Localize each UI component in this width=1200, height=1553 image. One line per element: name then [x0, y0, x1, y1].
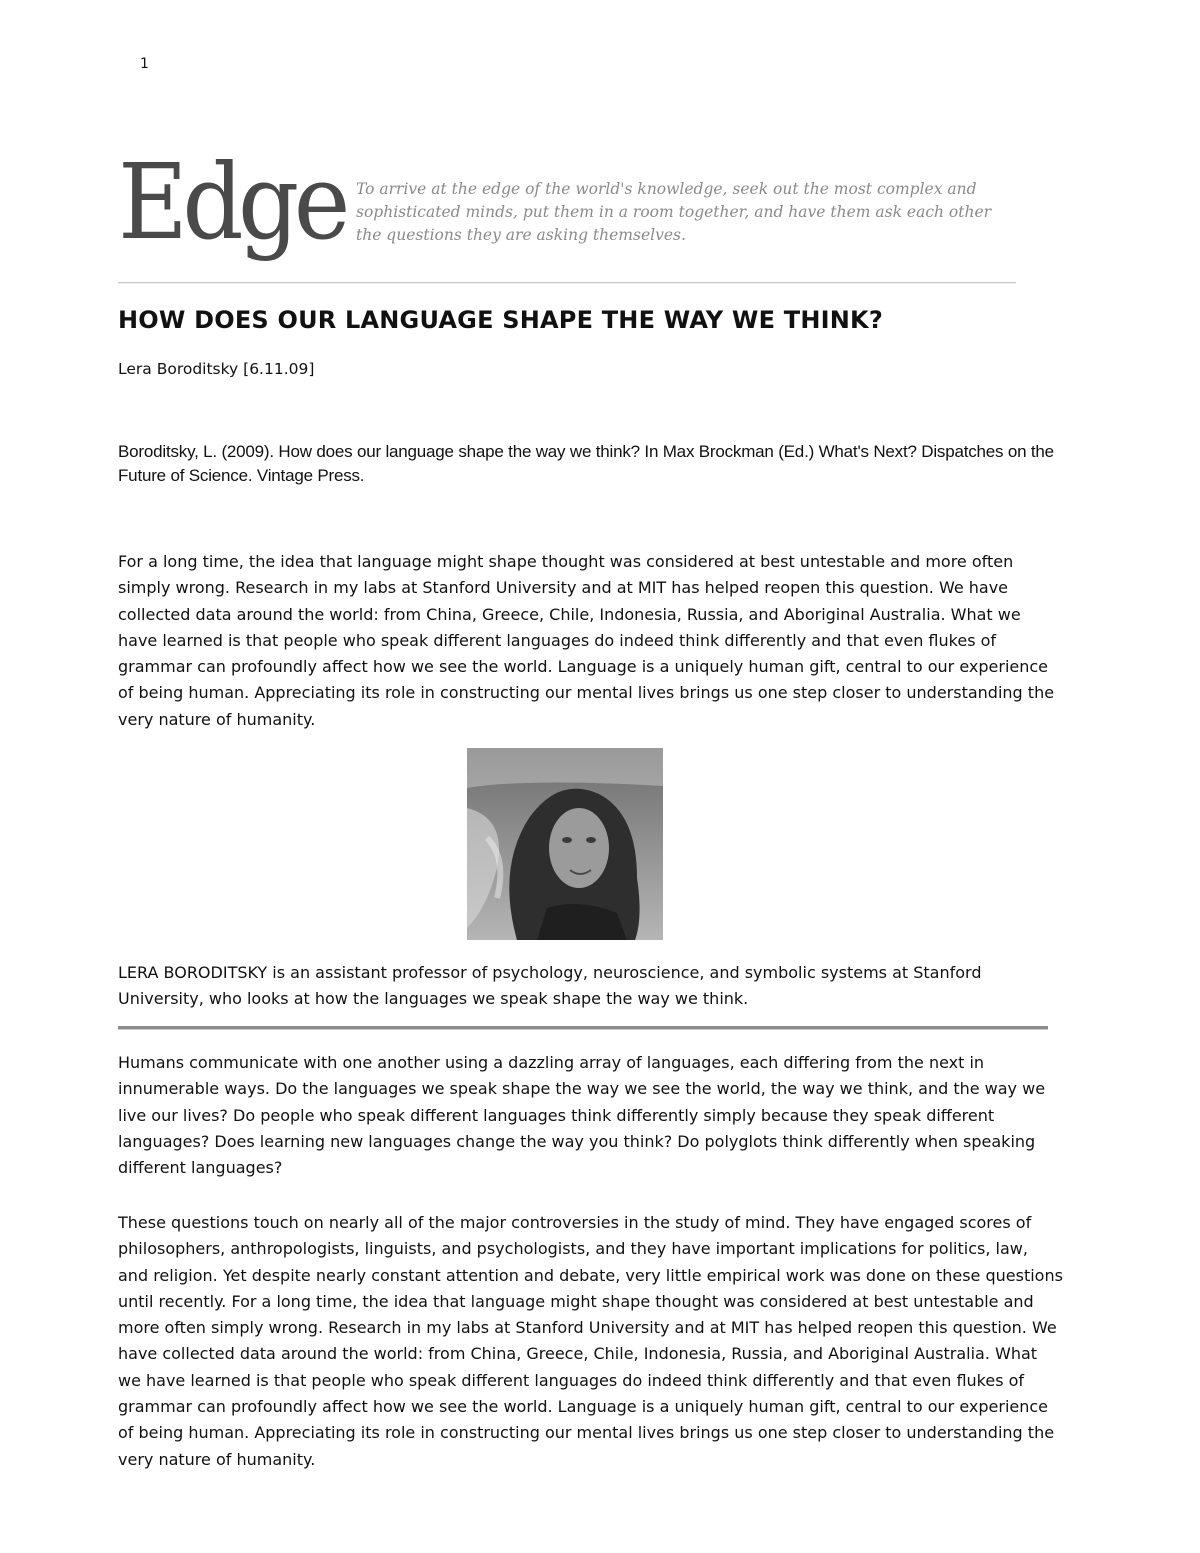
author-portrait-image — [467, 748, 663, 940]
author-photo — [467, 748, 663, 940]
masthead-tagline: To arrive at the edge of the world's knowledge, seek out the most complex and sophisticated minds, put them in a room together, and have them ask each other the questions they are asking themselves. — [356, 180, 992, 244]
article-byline: Lera Boroditsky [6.11.09] — [118, 360, 315, 378]
author-bio — [118, 960, 1063, 1013]
author-bio-name: LERA BORODITSKY — [118, 963, 268, 982]
body-paragraph-1: Humans communicate with one another using a dazzling array of languages, each differing from the next in innumerable ways. Do the languages we speak shape the way we see the world, the way we think, and the way we live our lives? Do people who speak different languages think differently simply because they speak different languages? Does learning new languages change the way you think? Do polyglots think differently when speaking different languages? — [118, 1053, 1046, 1178]
page-number: 1 — [140, 56, 149, 72]
section-divider — [118, 1026, 1048, 1029]
masthead-divider — [118, 282, 1016, 284]
edge-masthead — [118, 142, 1016, 282]
edge-logo: Edge — [118, 141, 345, 263]
article-title: HOW DOES OUR LANGUAGE SHAPE THE WAY WE THINK? — [118, 306, 883, 334]
author-bio-text: is an assistant professor of psychology, neuroscience, and symbolic systems at Stanford University, who looks at how the languages we speak shape the way we think. — [118, 963, 982, 1009]
article-citation: Boroditsky, L. (2009). How does our language shape the way we think? In Max Brockman (Ed.) What's Next? Dispatches on the Future of Science. Vintage Press. — [118, 442, 1054, 485]
article-abstract: For a long time, the idea that language might shape thought was considered at best untestable and more often simply wrong. Research in my labs at Stanford University and at MIT has helped reopen this question. We have collected data around the world: from China, Greece, Chile, Indonesia, Russia, and Aboriginal Australia. What we have learned is that people who speak different languages do indeed think differently and that even flukes of grammar can profoundly affect how we see the world. Language is a uniquely human gift, central to our experience of being human. Appreciating its role in constructing our mental lives brings us one step closer to understanding the very nature of humanity. — [118, 552, 1055, 729]
body-paragraph-2: These questions touch on nearly all of the major controversies in the study of mind. They have engaged scores of philosophers, anthropologists, linguists, and psychologists, and they have important implications for politics, law, and religion. Yet despite nearly constant attention and debate, very little empirical work was done on these questions until recently. For a long time, the idea that language might shape thought was considered at best untestable and more often simply wrong. Research in my labs at Stanford University and at MIT has helped reopen this question. We have collected data around the world: from China, Greece, Chile, Indonesia, Russia, and Aboriginal Australia. What we have learned is that people who speak different languages do indeed think differently and that even flukes of grammar can profoundly affect how we see the world. Language is a uniquely human gift, central to our experience of being human. Appreciating its role in constructing our mental lives brings us one step closer to understanding the very nature of humanity. — [118, 1213, 1063, 1469]
